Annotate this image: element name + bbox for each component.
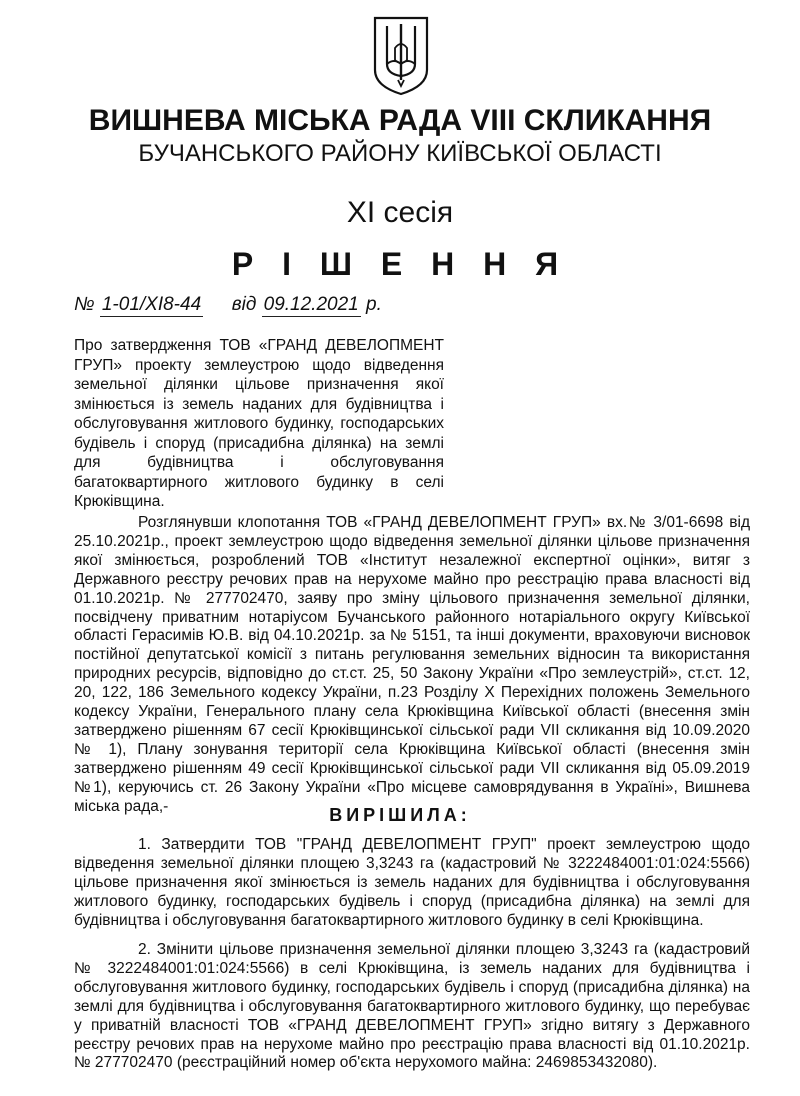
council-name: ВИШНЕВА МІСЬКА РАДА VIII СКЛИКАННЯ [88, 104, 712, 137]
session-title: XI сесія [346, 196, 454, 229]
date-prefix: від [231, 294, 257, 315]
document-date: 09.12.2021 [263, 294, 359, 315]
date-suffix: р. [366, 294, 382, 315]
document-number-line [74, 294, 382, 317]
resolution-item-text: 1. Затвердити ТОВ "ГРАНД ДЕВЕЛОПМЕНТ ГРУП" проект землеустрою щодо відведення земельної ділянки площею 3,3243 га (кадастровий № 3222484001:01:024:5566) цільове призначення якої змінюється із земель наданих для будівництва і обслуговування житлового будинку, господарських будівель і споруд (присадибна ділянка) на землі для будівництва і обслуговування багатоквартирного житлового будинку в селі Крюківщина. [74, 836, 750, 929]
resolved-heading: ВИРІШИЛА: [329, 805, 471, 825]
preamble-paragraph: Розглянувши клопотання ТОВ «ГРАНД ДЕВЕЛОПМЕНТ ГРУП» вх.№ 3/01-6698 від 25.10.2021р., проект землеустрою щодо відведення земельної ділянки цільове призначення якої змінюється, розроблений ТОВ «Інститут незалежної експертної оцінки», витяг з Державного реєстру речових прав на нерухоме майно про реєстрацію права власності від 01.10.2021р. № 277702470, заяву про зміну цільового призначення земельної ділянки, посвідчену приватним нотаріусом Бучанського районного нотаріального округу Київської області Герасимів Ю.В. від 04.10.2021р. за № 5151, та інші документи, враховуючи висновок постійної депутатської комісії з питань регулювання земельних відносин та використання природних ресурсів, відповідно до ст.ст. 25, 50 Закону України «Про землеустрій», ст.ст. 12, 20, 122, 186 Земельного кодексу України, п.23 Розділу Х Перехідних положень Земельного кодексу України, Генерального плану села Крюківщина Київської області (внесення змін затверджено рішенням 67 сесії Крюківщинської сільської ради VII скликання від 10.09.2020 № 1), Плану зонування території села Крюківщина Київської області (внесення змін затверджено рішенням 49 сесії Крюківщинської сільської ради VII скликання від 05.09.2019 №1), керуючись ст. 26 Закону України «Про місцеве самоврядування в Україні», Вишнева міська рада,- [74, 514, 750, 815]
preamble-block [74, 514, 750, 817]
coat-of-arms-icon [372, 14, 430, 96]
document-type-title: Р І Ш Е Н Н Я [231, 246, 569, 282]
decision-subject: Про затвердження ТОВ «ГРАНД ДЕВЕЛОПМЕНТ ГРУП» проекту землеустрою щодо відведення земельної ділянки цільове призначення якої змінюється із земель наданих для будівництва і обслуговування житлового будинку, господарських будівель і споруд (присадибна ділянка) на землі для будівництва і обслуговування багатоквартирного житлового будинку в селі Крюківщина. [74, 337, 444, 510]
resolution-item-text: 2. Змінити цільове призначення земельної ділянки площею 3,3243 га (кадастровий № 3222484001:01:024:5566) в селі Крюківщина, із земель наданих для будівництва і обслуговування житлового будинку, господарських будівель і споруд (присадибна ділянка) на землі для будівництва і обслуговування багатоквартирного житлового будинку, що перебуває у приватній власності ТОВ «ГРАНД ДЕВЕЛОПМЕНТ ГРУП» згідно витягу з Державного реєстру речових прав на нерухоме майно про реєстрацію права власності від 01.10.2021р. № 277702470 (реєстраційний номер об'єкта нерухомого майна: 2469853432080). [74, 941, 750, 1072]
document-number: 1-01/XI8-44 [101, 294, 202, 315]
resolution-item-1 [74, 836, 750, 931]
resolution-item-2 [74, 941, 750, 1073]
number-prefix: № [74, 294, 95, 315]
district-name: БУЧАНСЬКОГО РАЙОНУ КИЇВСЬКОЇ ОБЛАСТІ [138, 140, 662, 167]
